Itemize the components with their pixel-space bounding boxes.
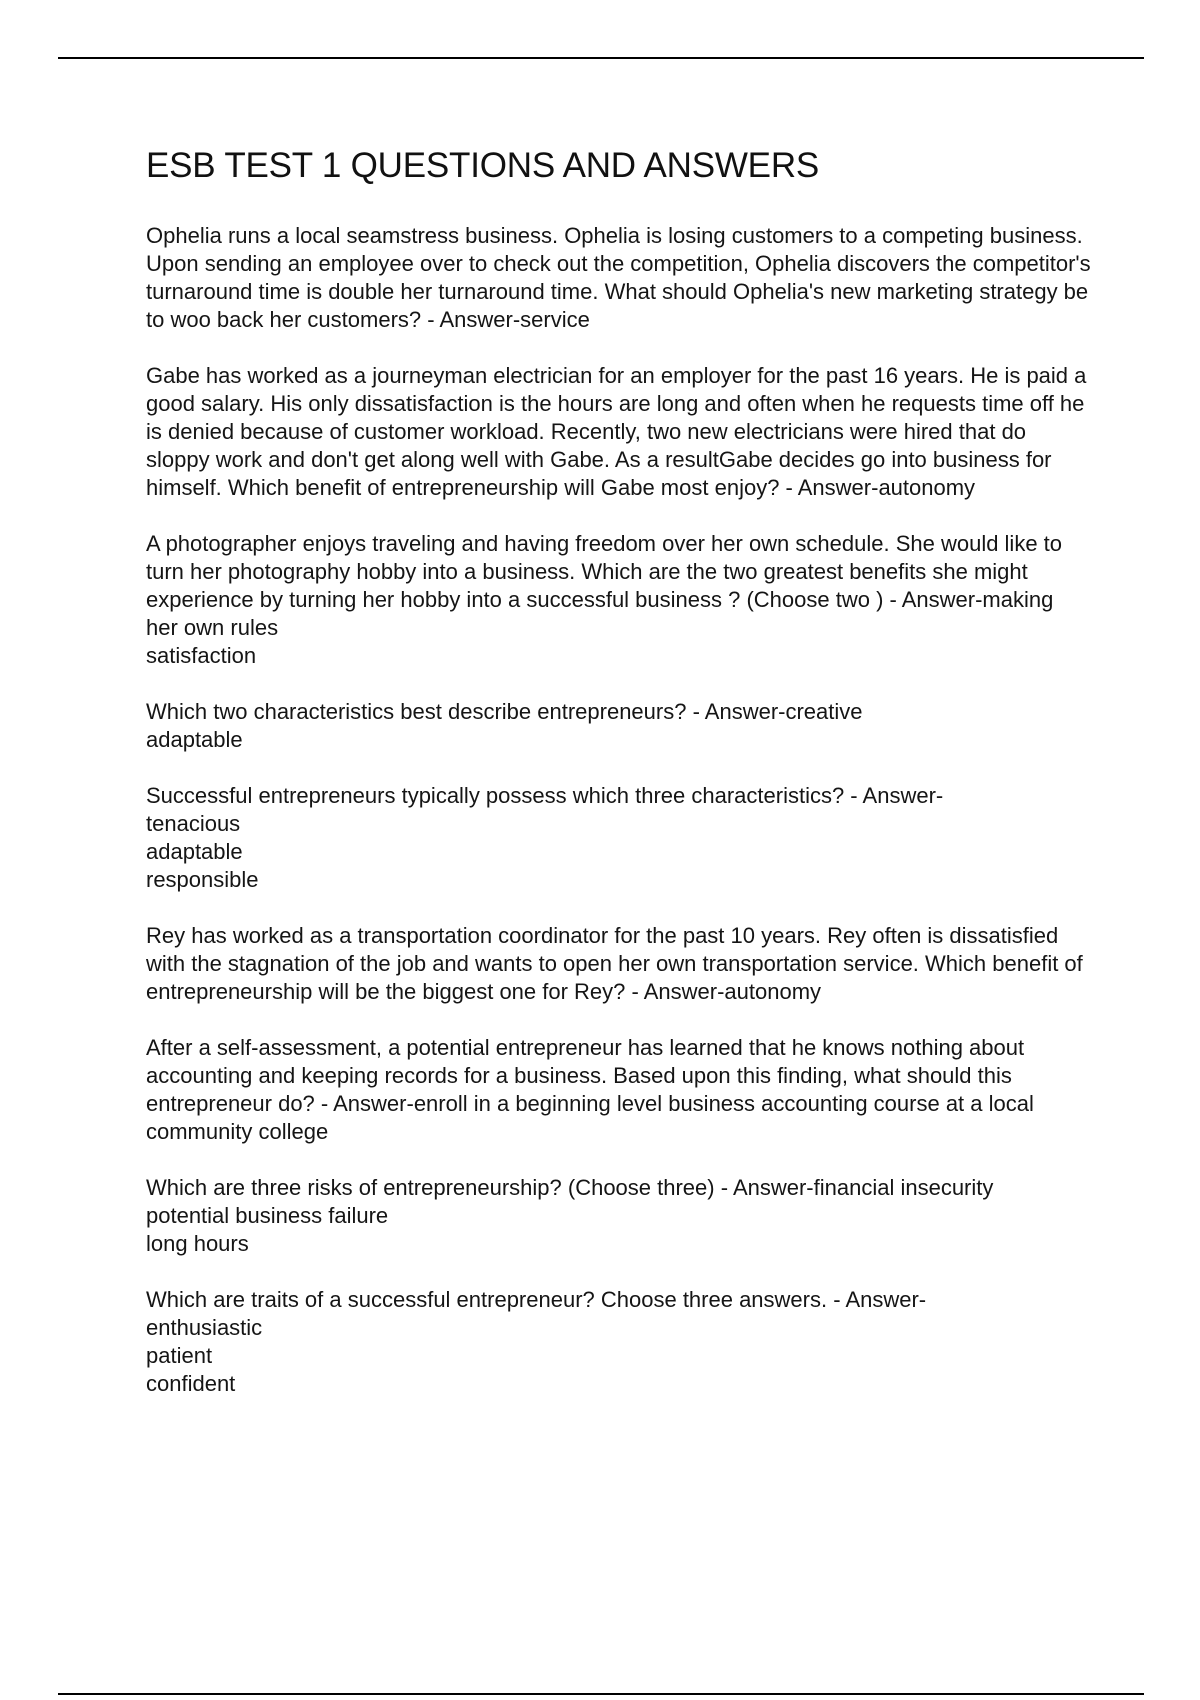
qa-item-9	[146, 1286, 1091, 1398]
header-rule	[58, 57, 1144, 59]
qa-text: Which two characteristics best describe entrepreneurs? - Answer-creative adaptable	[146, 699, 863, 752]
document-body	[146, 142, 1091, 1426]
qa-text: Successful entrepreneurs typically possess which three characteristics? - Answer- tenacious adaptable responsible	[146, 783, 944, 892]
qa-text: After a self-assessment, a potential entrepreneur has learned that he knows nothing about accounting and keeping records for a business. Based upon this finding, what should this entrepreneur do? - Answer-enroll in a beginning level business accounting course at a local community college	[146, 1035, 1034, 1144]
qa-item-5	[146, 782, 1091, 894]
qa-item-4	[146, 698, 1091, 754]
qa-text: Gabe has worked as a journeyman electrician for an employer for the past 16 years. He is paid a good salary. His only dissatisfaction is the hours are long and often when he requests time off he is denied because of customer workload. Recently, two new electricians were hired that do sloppy work and don't get along well with Gabe. As a resultGabe decides go into business for himself. Which benefit of entrepreneurship will Gabe most enjoy? - Answer-autonomy	[146, 363, 1087, 500]
qa-item-6	[146, 922, 1091, 1006]
footer-rule	[58, 1693, 1144, 1695]
qa-text: Rey has worked as a transportation coordinator for the past 10 years. Rey often is dissatisfied with the stagnation of the job and wants to open her own transportation service. Which benefit of entrepreneurship will be the biggest one for Rey? - Answer-autonomy	[146, 923, 1083, 1004]
qa-text: A photographer enjoys traveling and having freedom over her own schedule. She would like to turn her photography hobby into a business. Which are the two greatest benefits she might experience by turning her hobby into a successful business ? (Choose two ) - Answer-making her own rules satisfaction	[146, 531, 1063, 668]
document-title: ESB TEST 1 QUESTIONS AND ANSWERS	[146, 146, 820, 185]
qa-text: Which are three risks of entrepreneurship? (Choose three) - Answer-financial insecurity potential business failure long hours	[146, 1175, 994, 1256]
qa-item-8	[146, 1174, 1091, 1258]
qa-item-3	[146, 530, 1091, 670]
qa-item-2	[146, 362, 1091, 502]
qa-text: Which are traits of a successful entrepreneur? Choose three answers. - Answer- enthusiastic patient confident	[146, 1287, 927, 1396]
qa-text: Ophelia runs a local seamstress business. Ophelia is losing customers to a competing business. Upon sending an employee over to check out the competition, Ophelia discovers the competitor's turnaround time is double her turnaround time. What should Ophelia's new marketing strategy be to woo back her customers? - Answer-service	[146, 223, 1091, 332]
qa-item-7	[146, 1034, 1091, 1146]
qa-item-1	[146, 222, 1091, 334]
